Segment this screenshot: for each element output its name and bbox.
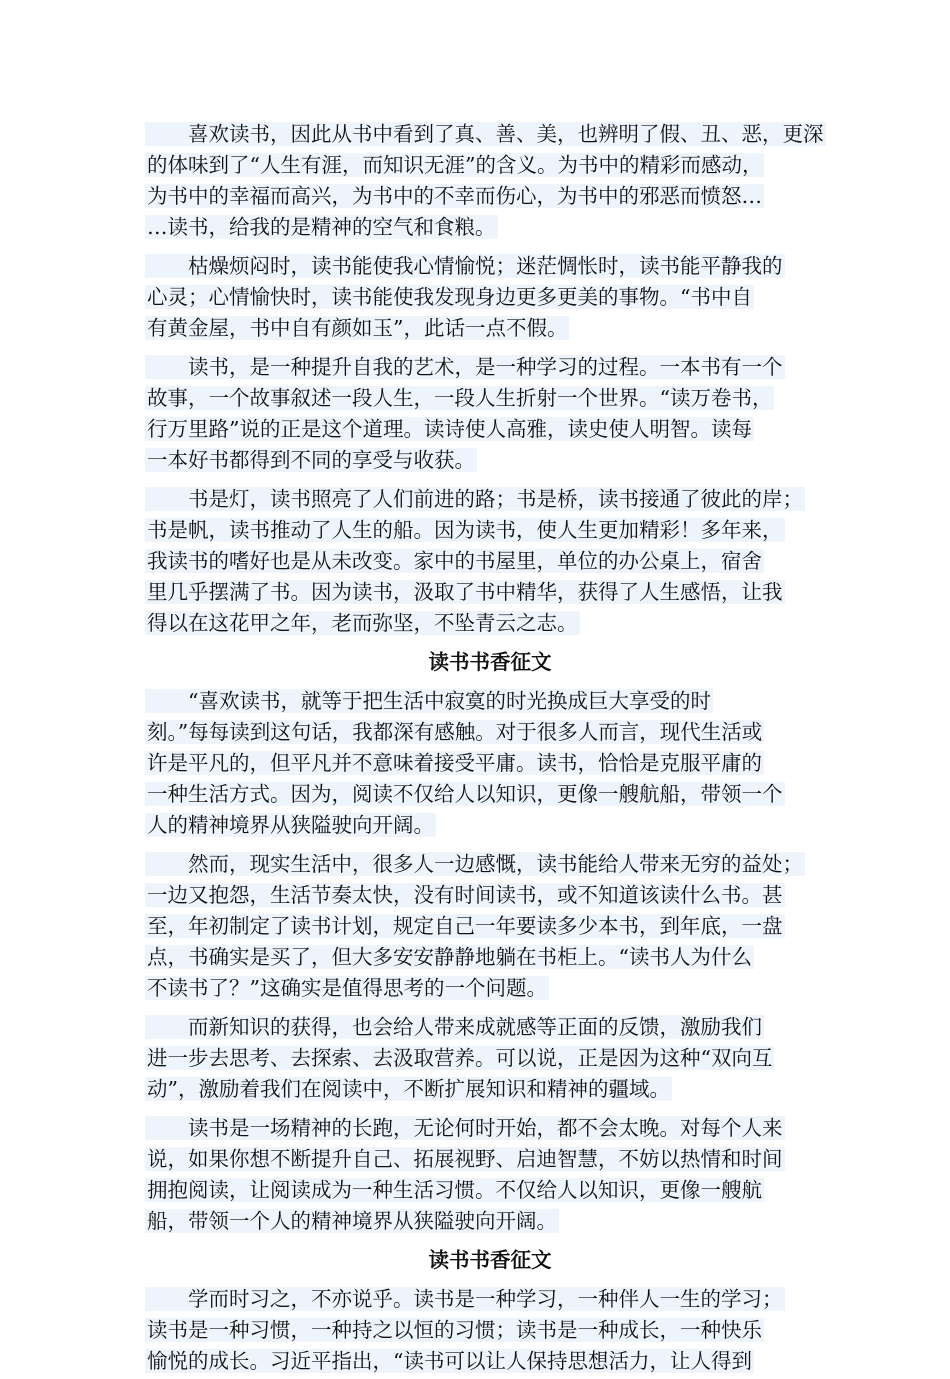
text-line: 动”，激励着我们在阅读中，不断扩展知识和精神的疆域。 [147, 1077, 670, 1101]
text-line: 不读书了？”这确实是值得思考的一个问题。 [147, 976, 547, 1000]
text-line: 至，年初制定了读书计划，规定自己一年要读多少本书，到年底，一盘 [147, 914, 783, 938]
text-line: 为书中的幸福而高兴，为书中的不幸而伤心，为书中的邪恶而愤怒… [147, 184, 762, 208]
paragraph [145, 851, 835, 1001]
text-line: 人的精神境界从狭隘驶向开阔。 [147, 813, 434, 837]
text-line: 得以在这花甲之年，老而弥坚，不坠青云之志。 [147, 611, 578, 635]
text-line: 一边又抱怨，生活节奏太快，没有时间读书，或不知道该读什么书。甚 [147, 883, 783, 907]
paragraph [145, 688, 835, 838]
paragraph [145, 253, 835, 341]
text-line: 进一步去思考、去探索、去汲取营养。可以说，正是因为这种“双向互 [147, 1046, 773, 1070]
text-line: 而新知识的获得，也会给人带来成就感等正面的反馈，激励我们 [147, 1015, 762, 1039]
text-line: …读书，给我的是精神的空气和食粮。 [147, 215, 496, 239]
text-line: 一种生活方式。因为，阅读不仅给人以知识，更像一艘航船，带领一个 [147, 782, 783, 806]
text-line: 心灵；心情愉快时，读书能使我发现身边更多更美的事物。“书中自 [147, 285, 752, 309]
text-line: 书是灯，读书照亮了人们前进的路；书是桥，读书接通了彼此的岸； [147, 487, 803, 511]
text-line: 说，如果你想不断提升自己、拓展视野、启迪智慧，不妨以热情和时间 [147, 1147, 783, 1171]
section-heading: 读书书香征文 [428, 1248, 552, 1272]
text-line: 许是平凡的，但平凡并不意味着接受平庸。读书，恰恰是克服平庸的 [147, 751, 762, 775]
article-block-1 [145, 121, 835, 636]
paragraph [145, 121, 835, 240]
text-line: “喜欢读书，就等于把生活中寂寞的时光换成巨大享受的时 [147, 689, 711, 713]
document-body [145, 121, 835, 1379]
text-line: 然而，现实生活中，很多人一边感慨，读书能给人带来无穷的益处； [147, 852, 803, 876]
text-line: 愉悦的成长。习近平指出，“读书可以让人保持思想活力，让人得到 [147, 1349, 752, 1373]
text-line: 有黄金屋，书中自有颜如玉”，此话一点不假。 [147, 316, 568, 340]
text-line: 船，带领一个人的精神境界从狭隘驶向开阔。 [147, 1209, 557, 1233]
paragraph [145, 354, 835, 473]
text-line: 点，书确实是买了，但大多安安静静地躺在书柜上。“读书人为什么 [147, 945, 752, 969]
text-line: 我读书的嗜好也是从未改变。家中的书屋里，单位的办公桌上，宿舍 [147, 549, 762, 573]
paragraph [145, 1286, 835, 1374]
text-line: 行万里路”说的正是这个道理。读诗使人高雅，读史使人明智。读每 [147, 417, 752, 441]
text-line: 的体味到了“人生有涯，而知识无涯”的含义。为书中的精彩而感动， [147, 153, 763, 177]
text-line: 里几乎摆满了书。因为读书，汲取了书中精华，获得了人生感悟，让我 [147, 580, 783, 604]
text-line: 读书，是一种提升自我的艺术，是一种学习的过程。一本书有一个 [147, 355, 783, 379]
paragraph [145, 486, 835, 636]
article-block-2 [145, 688, 835, 1234]
text-line: 枯燥烦闷时，读书能使我心情愉悦；迷茫惆怅时，读书能平静我的 [147, 254, 783, 278]
text-line: 一本好书都得到不同的享受与收获。 [147, 448, 475, 472]
paragraph [145, 1014, 835, 1102]
text-line: 书是帆，读书推动了人生的船。因为读书，使人生更加精彩！多年来， [147, 518, 783, 542]
paragraph [145, 1115, 835, 1234]
text-line: 喜欢读书，因此从书中看到了真、善、美，也辨明了假、丑、恶，更深 [147, 122, 824, 146]
article-block-3 [145, 1286, 835, 1374]
text-line: 学而时习之，不亦说乎。读书是一种学习，一种伴人一生的学习； [147, 1287, 783, 1311]
text-line: 故事，一个故事叙述一段人生，一段人生折射一个世界。“读万卷书， [147, 386, 773, 410]
text-line: 读书是一场精神的长跑，无论何时开始，都不会太晚。对每个人来 [147, 1116, 783, 1140]
section-heading: 读书书香征文 [428, 650, 552, 674]
text-line: 刻。”每每读到这句话，我都深有感触。对于很多人而言，现代生活或 [147, 720, 763, 744]
text-line: 拥抱阅读，让阅读成为一种生活习惯。不仅给人以知识，更像一艘航 [147, 1178, 762, 1202]
text-line: 读书是一种习惯，一种持之以恒的习惯；读书是一种成长，一种快乐 [147, 1318, 762, 1342]
